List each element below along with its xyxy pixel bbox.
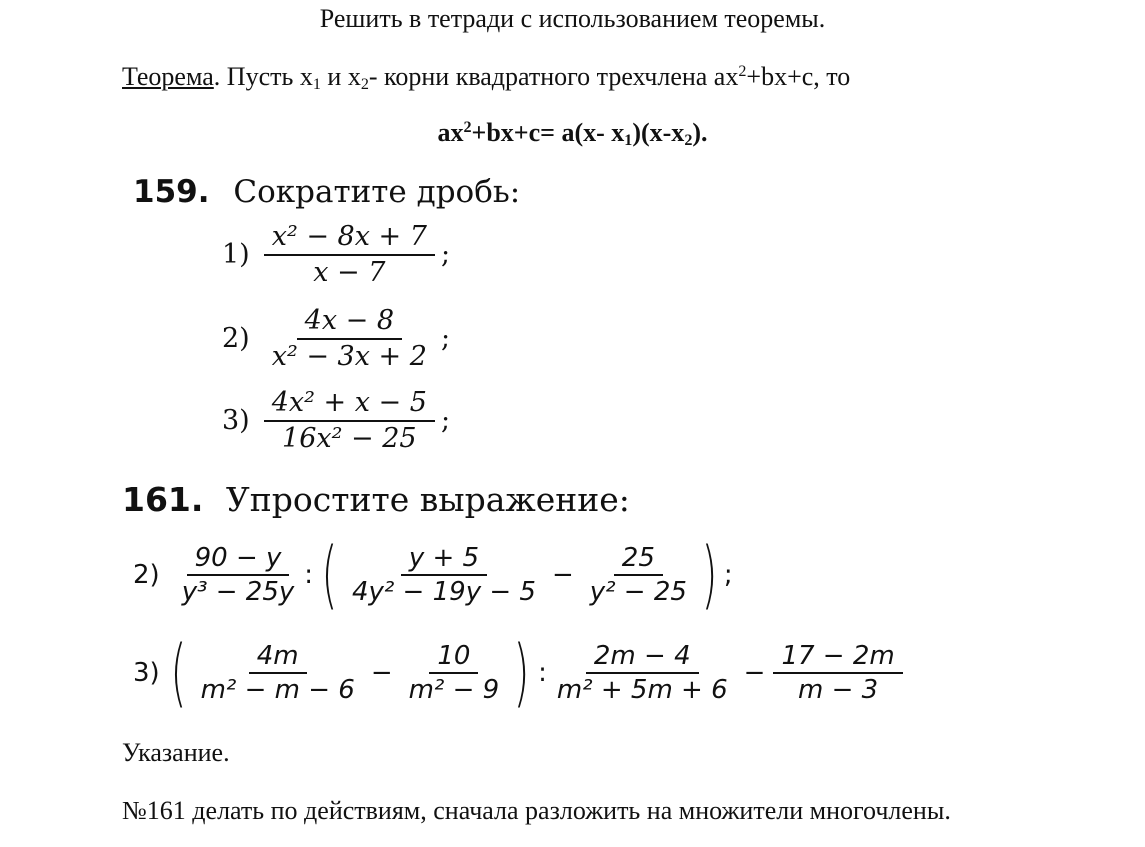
note-title: Указание. [122,738,230,767]
fraction [549,640,736,707]
fraction [401,640,508,707]
theorem-text-d: +bx+c, то [746,62,851,91]
formula-part-b: +bx+c= a(x- x [471,118,625,147]
operator: − [743,658,766,688]
formula-sub2: 2 [684,132,693,150]
fraction [193,640,363,707]
exercise-159-number: 159. [133,174,210,210]
denominator: m² + 5m + 6 [556,675,728,705]
operator: : [538,658,547,688]
exercise-161-heading [122,480,630,519]
fraction [344,542,544,609]
numerator: 4x² + x − 5 [264,386,435,422]
exercise-159-title: Сократите дробь: [233,174,521,210]
instruction-text: Решить в тетради с использованием теоремы. [319,4,826,33]
numerator: 17 − 2m [773,640,902,675]
formula-sub1: 1 [624,132,633,150]
exercise-161-item-2 [133,532,733,618]
right-paren: ) [513,630,530,716]
fraction [264,220,435,290]
item-end: ; [440,405,451,437]
item-end: ; [440,239,451,271]
numerator: x² − 8x + 7 [264,220,435,256]
formula-part-a: ax [437,118,464,147]
formula-part-c: )(x-x [632,118,685,147]
item-label: 2) [222,323,250,355]
denominator: x − 7 [313,256,386,288]
item-label: 3) [133,658,160,688]
numerator: 4x − 8 [297,304,402,340]
fraction [582,542,695,609]
numerator: y + 5 [401,542,487,577]
numerator: 25 [614,542,663,577]
exercise-159-item-3 [222,386,450,456]
formula-part-d: ). [692,118,708,147]
item-label: 3) [222,405,250,437]
fraction [773,640,902,707]
numerator: 10 [429,640,478,675]
operator: − [551,560,574,590]
theorem-text-a: . Пусть х [213,62,313,91]
theorem-label: Теорема [122,62,214,91]
operator: : [304,560,314,590]
exercise-159-heading [133,174,520,210]
numerator: 2m − 4 [586,640,699,675]
theorem-text-b: и х [320,62,361,91]
fraction [264,304,435,374]
exercise-161-title: Упростите выражение: [225,480,630,519]
exercise-161-number: 161. [122,480,204,519]
theorem-sub2: 2 [360,76,369,94]
operator: − [370,658,393,688]
formula-sup: 2 [463,119,472,137]
note-text: №161 делать по действиям, сначала разложить на множители многочлены. [122,796,951,825]
theorem-text-c: - корни квадратного трехчлена ах [368,62,739,91]
denominator: m² − 9 [408,675,500,705]
exercise-159-item-1 [222,220,450,290]
fraction [174,542,303,609]
numerator: 90 − y [187,542,290,577]
denominator: 4y² − 19y − 5 [351,577,536,607]
denominator: y² − 25 [589,577,687,607]
fraction [264,386,435,456]
denominator: 16x² − 25 [282,422,417,454]
item-end: ; [440,323,451,355]
exercise-159-item-2 [222,304,450,374]
instruction-line [0,4,1145,34]
numerator: 4m [249,640,307,675]
right-paren: ) [701,532,718,618]
theorem-formula [0,118,1145,150]
item-end: ; [723,560,733,590]
left-paren: ( [321,532,338,618]
theorem-line [122,62,850,94]
theorem-sup: 2 [738,63,747,81]
left-paren: ( [170,630,187,716]
denominator: m − 3 [798,675,879,705]
denominator: x² − 3x + 2 [271,340,427,372]
denominator: y³ − 25y [181,577,295,607]
theorem-sub1: 1 [312,76,321,94]
denominator: m² − m − 6 [200,675,355,705]
exercise-161-item-3 [133,630,903,716]
item-label: 2) [133,560,160,590]
item-label: 1) [222,239,250,271]
